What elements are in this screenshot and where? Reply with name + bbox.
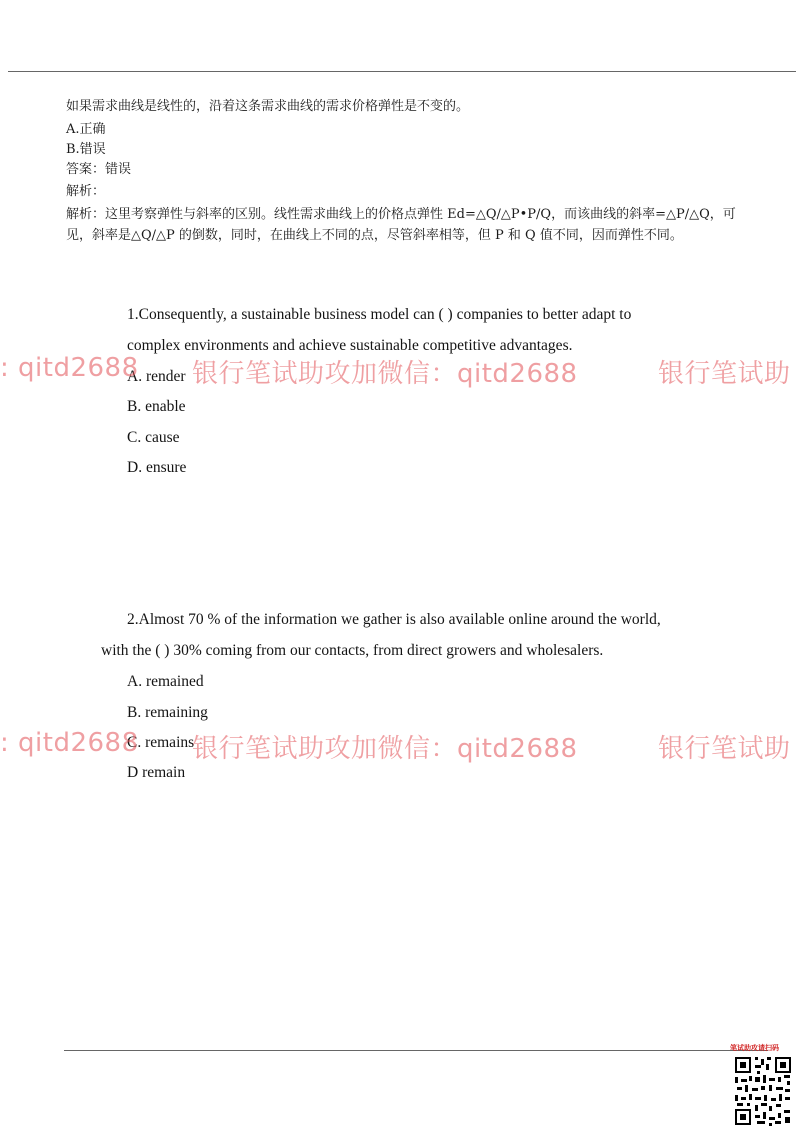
watermark-right-2: 银行笔试助 bbox=[658, 734, 791, 764]
q1-stem-line2: complex environments and achieve sustainable competitive advantages. bbox=[127, 337, 573, 354]
q1-option-c: C. cause bbox=[127, 429, 180, 446]
watermark-mid-2: 银行笔试助攻加微信：qitd2688 bbox=[192, 734, 578, 764]
q2-option-b: B. remaining bbox=[127, 704, 208, 721]
q2-option-c: C. remains bbox=[127, 734, 195, 751]
cn-option-a: A.正确 bbox=[66, 122, 106, 137]
cn-option-b: B.错误 bbox=[66, 142, 106, 157]
bottom-rule bbox=[64, 1050, 768, 1051]
cn-question-stem: 如果需求曲线是线性的，沿着这条需求曲线的需求价格弹性是不变的。 bbox=[66, 99, 470, 114]
q2-stem-line1: 2.Almost 70 % of the information we gather is also available online around the world, bbox=[127, 611, 661, 628]
q2-option-a: A. remained bbox=[127, 673, 204, 690]
q2-stem-line2: with the ( ) 30% coming from our contacts, from direct growers and wholesalers. bbox=[101, 642, 604, 659]
watermark-right-1: 银行笔试助 bbox=[658, 359, 791, 389]
watermark-left-1: : qitd2688 bbox=[0, 353, 139, 383]
q1-option-d: D. ensure bbox=[127, 459, 187, 476]
top-rule bbox=[8, 71, 796, 72]
qr-code-icon bbox=[733, 1055, 793, 1127]
q1-stem-line1: 1.Consequently, a sustainable business model can ( ) companies to better adapt to bbox=[127, 306, 632, 323]
q1-option-a: A. render bbox=[127, 368, 186, 385]
qr-caption: 笔试助攻请扫码 bbox=[730, 1044, 779, 1052]
q2-option-d: D remain bbox=[127, 764, 186, 781]
qr-code-block bbox=[730, 1043, 796, 1129]
watermark-left-2: : qitd2688 bbox=[0, 728, 139, 758]
q1-option-b: B. enable bbox=[127, 398, 186, 415]
cn-analysis-text: 解析：这里考察弹性与斜率的区别。线性需求曲线上的价格点弹性 Ed=△Q/△P•P/Q，而该曲线的斜率=△P/△Q，可见，斜率是△Q/△P 的倒数，同时，在曲线上不同的点，尽管斜率相等，但 P 和 Q 值不同，因而弹性不同。 bbox=[66, 207, 736, 243]
watermark-mid-1: 银行笔试助攻加微信：qitd2688 bbox=[192, 359, 578, 389]
cn-answer: 答案：错误 bbox=[66, 162, 132, 177]
cn-analysis-label: 解析： bbox=[66, 184, 106, 199]
